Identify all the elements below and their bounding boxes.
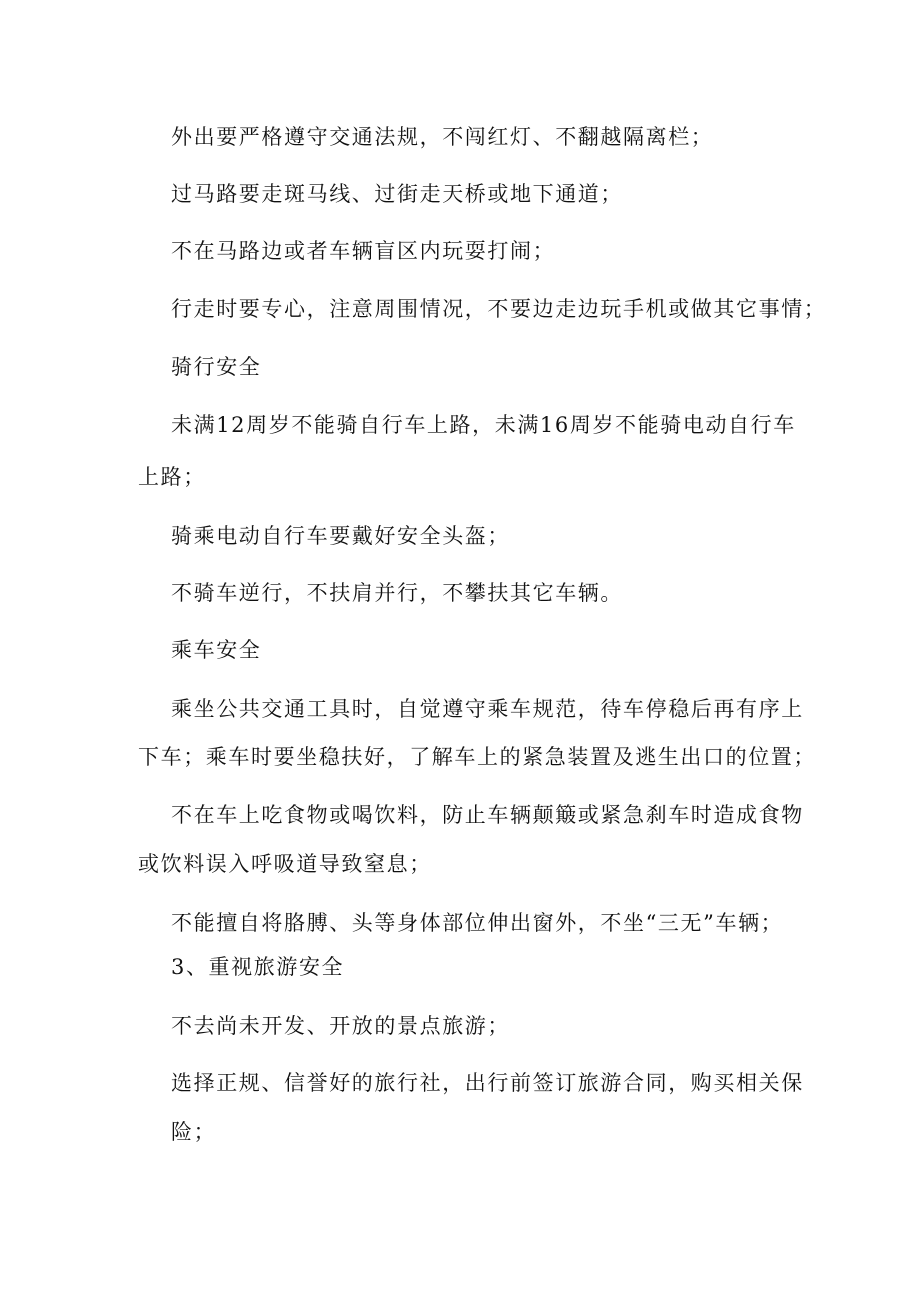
paragraph-choose-agency-line-2: 险；: [171, 1120, 217, 1144]
paragraph-public-transport-line-2: 下车；乘车时要坐稳扶好，了解车上的紧急装置及逃生出口的位置；: [138, 745, 816, 769]
heading-riding-safety: 乘车安全: [171, 638, 262, 662]
heading-travel-safety: 3、重视旅游安全: [171, 955, 345, 979]
paragraph-cycling-age-line-1: 未满12周岁不能骑自行车上路，未满16周岁不能骑电动自行车: [171, 413, 796, 437]
paragraph-cycling-age-line-2: 上路；: [138, 465, 206, 489]
paragraph-crossing-road: 过马路要走斑马线、过街走天桥或地下通道；: [171, 182, 623, 206]
paragraph-choose-agency-line-1: 选择正规、信誉好的旅行社，出行前签订旅游合同，购买相关保: [171, 1071, 804, 1095]
paragraph-no-playing-roadside: 不在马路边或者车辆盲区内玩耍打闹；: [171, 239, 556, 263]
paragraph-walk-attentively: 行走时要专心，注意周围情况，不要边走边玩手机或做其它事情；: [171, 297, 827, 321]
paragraph-no-eating-line-1: 不在车上吃食物或喝饮料，防止车辆颠簸或紧急刹车时造成食物: [171, 803, 804, 827]
paragraph-no-eating-line-2: 或饮料误入呼吸道导致窒息；: [138, 852, 432, 876]
paragraph-no-wrong-way: 不骑车逆行，不扶肩并行，不攀扶其它车辆。: [171, 581, 623, 605]
paragraph-wear-helmet: 骑乘电动自行车要戴好安全头盔；: [171, 524, 510, 548]
paragraph-no-undeveloped-sites: 不去尚未开发、开放的景点旅游；: [171, 1014, 510, 1038]
paragraph-no-limbs-outside: 不能擅自将胳膊、头等身体部位伸出窗外，不坐“三无”车辆；: [171, 911, 784, 935]
paragraph-walking-traffic-rules: 外出要严格遵守交通法规，不闯红灯、不翻越隔离栏；: [171, 125, 714, 149]
heading-cycling-safety: 骑行安全: [171, 355, 262, 379]
paragraph-public-transport-line-1: 乘坐公共交通工具时，自觉遵守乘车规范，待车停稳后再有序上: [171, 697, 804, 721]
